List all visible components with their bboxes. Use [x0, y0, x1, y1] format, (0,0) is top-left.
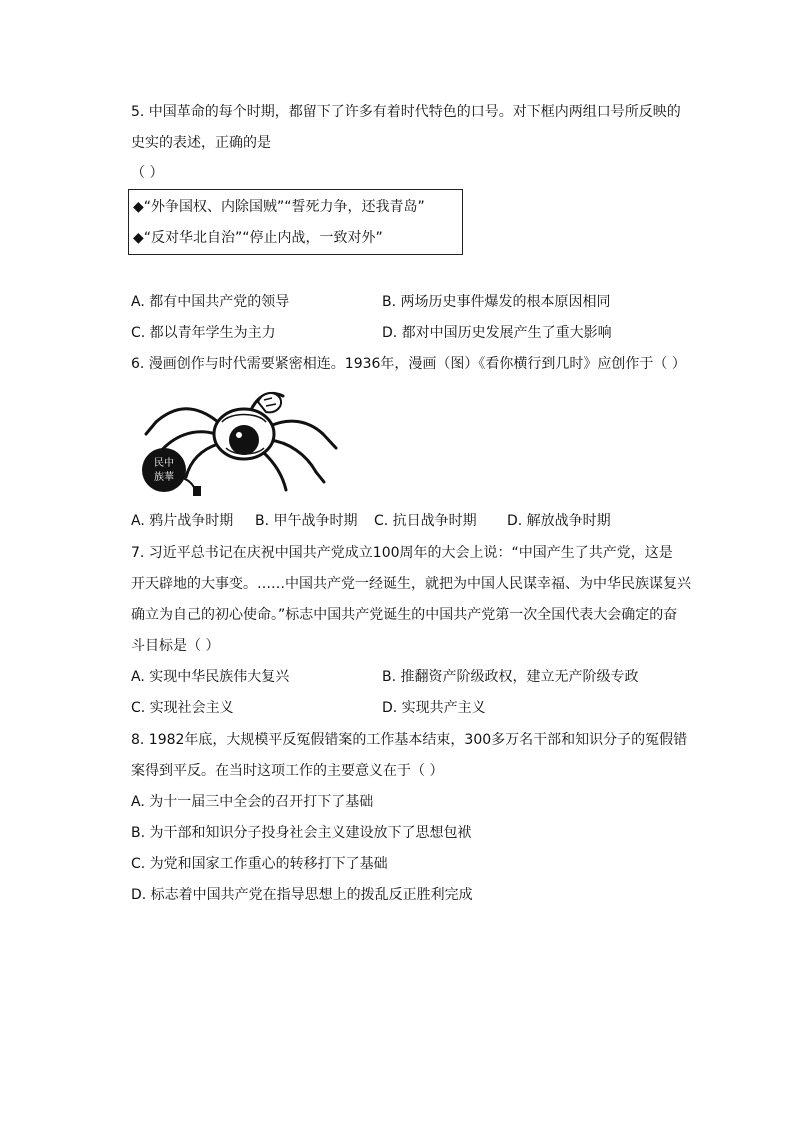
q5-answer-paren: （ ）	[131, 165, 164, 181]
q6-option-c: C. 抗日战争时期	[374, 513, 477, 529]
q6-option-d: D. 解放战争时期	[507, 513, 611, 529]
q8-stem-line1: 8. 1982年底，大规模平反冤假错案的工作基本结束，300多万名干部和知识分子的冤假错	[131, 732, 688, 748]
slogan-box	[128, 189, 463, 255]
q5-option-d: D. 都对中国历史发展产生了重大影响	[382, 325, 612, 341]
q7-stem-line2: 开天辟地的大事变。……中国共产党一经诞生，就把为中国人民谋幸福、为中华民族谋复兴	[131, 576, 691, 592]
q7-stem-line3: 确立为自己的初心使命。”标志中国共产党诞生的中国共产党第一次全国代表大会确定的奋	[131, 607, 678, 623]
q8-stem-line2: 案得到平反。在当时这项工作的主要意义在于（ ）	[131, 763, 444, 779]
q8-option-c: C. 为党和国家工作重心的转移打下了基础	[131, 856, 388, 872]
q6-option-a: A. 鸦片战争时期	[131, 513, 234, 529]
bomb-label-line1: 民中	[154, 458, 174, 469]
q7-option-a: A. 实现中华民族伟大复兴	[131, 669, 290, 685]
q7-option-c: C. 实现社会主义	[131, 700, 234, 716]
q7-stem-line1: 7. 习近平总书记在庆祝中国共产党成立100周年的大会上说：“中国产生了共产党，这是	[131, 545, 673, 561]
q5-option-a: A. 都有中国共产党的领导	[131, 294, 290, 310]
crab-eye	[229, 425, 259, 455]
q8-option-d: D. 标志着中国共产党在指导思想上的拨乱反正胜利完成	[131, 887, 473, 903]
q7-option-b: B. 推翻资产阶级政权，建立无产阶级专政	[382, 669, 639, 685]
slogan-box-line2: ◆“反对华北自治”“停止内战，一致对外”	[133, 230, 383, 246]
crab-cartoon-image	[138, 382, 348, 500]
q7-stem-line4: 斗目标是（ ）	[131, 638, 220, 654]
q8-option-b: B. 为干部和知识分子投身社会主义建设放下了思想包袱	[131, 825, 472, 841]
q7-option-d: D. 实现共产主义	[382, 700, 486, 716]
q5-stem-line2: 史实的表述，正确的是	[131, 135, 271, 151]
bomb-label-line2: 族華	[154, 472, 174, 483]
q6-option-b: B. 甲午战争时期	[255, 513, 358, 529]
q5-option-c: C. 都以青年学生为主力	[131, 325, 276, 341]
q8-option-a: A. 为十一届三中全会的召开打下了基础	[131, 794, 374, 810]
q5-stem-line1: 5. 中国革命的每个时期，都留下了许多有着时代特色的口号。对下框内两组口号所反映的	[131, 104, 681, 120]
q6-stem: 6. 漫画创作与时代需要紧密相连。1936年，漫画（图）《看你横行到几时》应创作于（ ）	[131, 356, 686, 372]
slogan-box-line1: ◆“外争国权、内除国贼”“誓死力争，还我青岛”	[133, 199, 425, 215]
bomb-icon	[142, 448, 186, 492]
q5-option-b: B. 两场历史事件爆发的根本原因相同	[382, 294, 611, 310]
figure-head	[258, 393, 281, 412]
